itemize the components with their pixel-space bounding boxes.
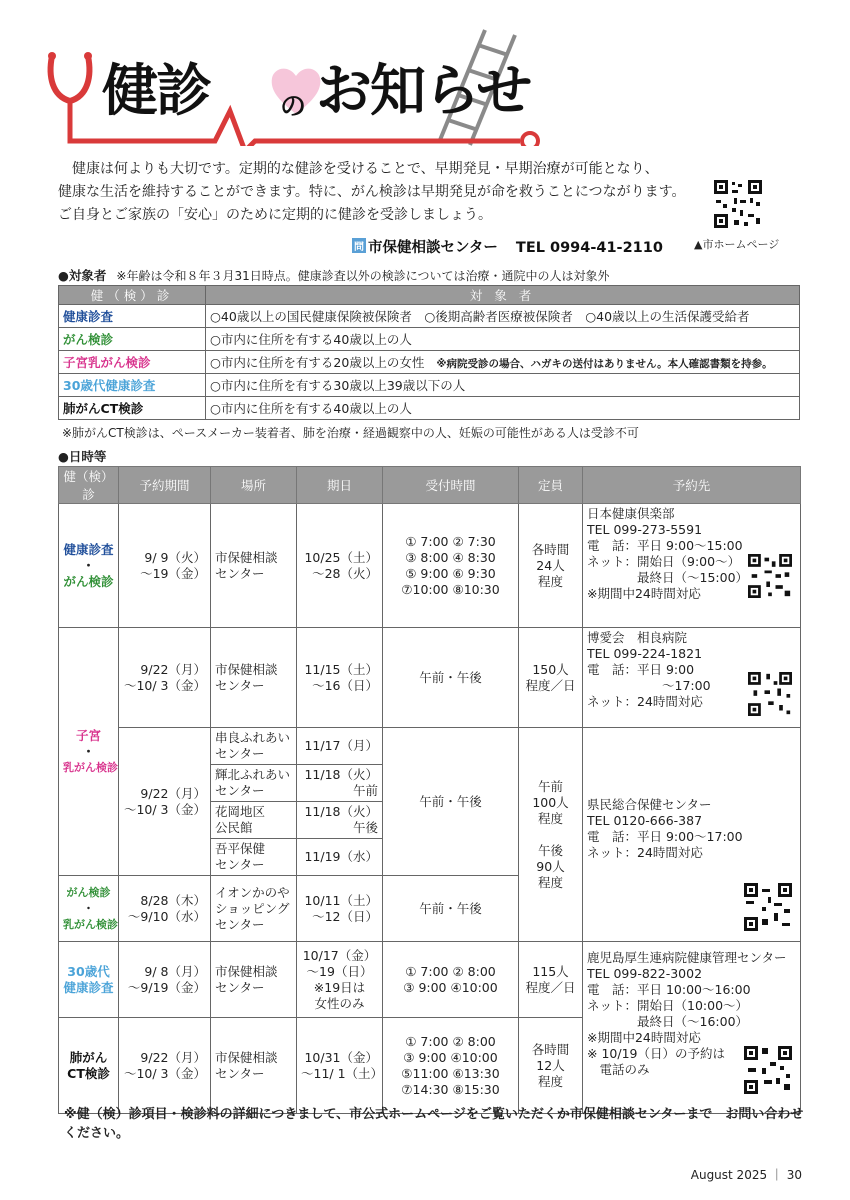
reservation-info: 日本健康倶楽部 TEL 099-273-5591 電 話：平日 9:00～15:00 ネット：開始日（9:00～） 最終日（～15:00） ※期間中24時間対応 <box>587 506 749 601</box>
table-header: 定員 <box>519 467 583 504</box>
exam-name: 肺がん <box>69 1049 108 1065</box>
exam-name: がん検診 <box>63 573 114 589</box>
reception-times: 午前・午後 <box>383 728 519 876</box>
exam-place: イオンかのや ショッピング センター <box>211 876 297 942</box>
reservation-info: 博愛会 相良病院 TEL 099-224-1821 電 話：平日 9:00 ～17:00 ネット：24時間対応 <box>587 630 711 709</box>
title-main-1: 健診 <box>102 59 210 124</box>
target-desc: ○市内に住所を有する30歳以上39歳以下の人 <box>206 374 800 397</box>
table-header: 健（検）診 <box>59 467 119 504</box>
exam-name: がん検診 <box>66 885 111 899</box>
table-header: 予約先 <box>583 467 801 504</box>
table-row <box>59 374 800 397</box>
reservation-cell <box>583 504 801 628</box>
table-header: 健（検）診 <box>59 286 206 305</box>
reception-times: 午前・午後 <box>383 628 519 728</box>
target-category: 肺がんCT検診 <box>59 397 206 420</box>
targets-note: ※年齢は令和８年３月31日時点。健康診査以外の検診については治療・通院中の人は対象外 <box>116 269 610 283</box>
table-row <box>59 628 801 728</box>
exam-place: 花岡地区 公民館 <box>211 802 297 839</box>
reservation-period: 9/22（月） ～10/ 3（金） <box>119 628 211 728</box>
table-header: 受付時間 <box>383 467 519 504</box>
target-category: 健康診査 <box>59 305 206 328</box>
reservation-period: 9/22（月） ～10/ 3（金） <box>119 728 211 876</box>
inquiry-mark: 問 <box>352 238 366 253</box>
reception-times: ① 7:00 ② 7:30 ③ 8:00 ④ 8:30 ⑤ 9:00 ⑥ 9:30 ⑦10:00 ⑧10:30 <box>383 504 519 628</box>
targets-heading <box>58 266 610 284</box>
exam-name: 健康診査 <box>63 541 114 557</box>
table-header: 予約期間 <box>119 467 211 504</box>
exam-name-cell <box>59 628 119 876</box>
exam-name: 30歳代 <box>67 963 110 979</box>
target-desc: ○市内に住所を有する40歳以上の人 <box>206 328 800 351</box>
title-connector: の <box>280 92 307 122</box>
exam-dates: 10/17（金） ～19（日） ※19日は 女性のみ <box>297 942 383 1018</box>
contact-tel: TEL 0994-41-2110 <box>515 240 663 256</box>
reservation-period: 9/22（月） ～10/ 3（金） <box>119 1018 211 1114</box>
target-desc-cell <box>206 351 800 374</box>
reservation-cell <box>583 628 801 728</box>
exam-name-cell <box>59 1018 119 1114</box>
table-header-row <box>59 286 800 305</box>
page-number: August 2025 ｜ 30 <box>690 1168 802 1182</box>
reservation-qr-code[interactable] <box>744 1046 792 1094</box>
exam-place: 市保健相談 センター <box>211 1018 297 1114</box>
target-footnote: ※肺がんCT検診は、ペースメーカー装着者、肺を治療・経過観察中の人、妊娠の可能性がある人は受診不可 <box>62 426 639 440</box>
table-row <box>59 504 801 628</box>
exam-dates: 11/15（土） ～16（日） <box>297 628 383 728</box>
reservation-period: 9/ 9（火） ～19（金） <box>119 504 211 628</box>
table-row <box>59 942 801 1018</box>
exam-place: 市保健相談 センター <box>211 942 297 1018</box>
title-banner <box>40 20 600 150</box>
exam-place: 串良ふれあい センター <box>211 728 297 765</box>
target-desc: ○市内に住所を有する20歳以上の女性 <box>210 355 425 370</box>
contact-name: 市保健相談センター <box>368 240 498 256</box>
target-table <box>58 285 800 420</box>
table-row <box>59 351 800 374</box>
table-row <box>59 397 800 420</box>
exam-place: 市保健相談 センター <box>211 504 297 628</box>
exam-name-cell <box>59 942 119 1018</box>
exam-name: CT検診 <box>67 1065 110 1081</box>
reservation-period: 8/28（木） ～9/10（水） <box>119 876 211 942</box>
exam-place: 吾平保健 センター <box>211 839 297 876</box>
table-header-row <box>59 467 801 504</box>
exam-place: 輝北ふれあい センター <box>211 765 297 802</box>
reservation-qr-code[interactable] <box>744 883 792 931</box>
target-category: 30歳代健康診査 <box>59 374 206 397</box>
reception-times: ① 7:00 ② 8:00 ③ 9:00 ④10:00 <box>383 942 519 1018</box>
exam-name: 健康診査 <box>63 979 114 995</box>
exam-name: 乳がん検診 <box>63 760 118 774</box>
exam-dates: 11/18（火） 午前 <box>297 765 383 802</box>
table-row <box>59 328 800 351</box>
contact-line <box>352 236 663 257</box>
intro-line: 健康は何よりも大切です。定期的な健診を受けることで、早期発見・早期治療が可能となり、 <box>72 161 659 177</box>
reservation-period: 9/ 8（月） ～9/19（金） <box>119 942 211 1018</box>
schedule-table <box>58 466 801 1114</box>
exam-name-separator: ・ <box>82 743 95 759</box>
exam-dates: 10/25（土） ～28（火） <box>297 504 383 628</box>
capacity: 115人 程度／日 <box>519 942 583 1018</box>
exam-dates: 11/19（水） <box>297 839 383 876</box>
exam-dates: 11/17（月） <box>297 728 383 765</box>
target-category: がん検診 <box>59 328 206 351</box>
exam-name-separator: ・ <box>83 901 94 915</box>
capacity: 各時間 24人 程度 <box>519 504 583 628</box>
reservation-cell <box>583 942 801 1114</box>
exam-dates: 11/18（火） 午後 <box>297 802 383 839</box>
footer-note: ※健（検）診項目・検診料の詳細につきまして、市公式ホームページをご覧いただくか市保健相談センターまで お問い合わせください。 <box>64 1107 804 1141</box>
reservation-qr-code[interactable] <box>748 672 792 716</box>
capacity: 150人 程度／日 <box>519 628 583 728</box>
table-header: 対 象 者 <box>206 286 800 305</box>
target-extra-note: ※病院受診の場合、ハガキの送付はありません。本人確認書類を持参。 <box>436 358 773 370</box>
table-row <box>59 305 800 328</box>
homepage-qr-code[interactable] <box>714 180 762 228</box>
exam-name: 子宮 <box>75 727 101 743</box>
target-desc: ○市内に住所を有する40歳以上の人 <box>206 397 800 420</box>
table-row <box>59 728 801 765</box>
schedule-heading: ●日時等 <box>58 449 107 464</box>
reservation-info: 県民総合保健センター TEL 0120-666-387 電 話：平日 9:00～17:00 ネット：24時間対応 <box>587 796 743 860</box>
exam-place: 市保健相談 センター <box>211 628 297 728</box>
intro-text <box>58 158 698 227</box>
capacity: 午前 100人 程度 午後 90人 程度 <box>519 728 583 942</box>
target-category: 子宮乳がん検診 <box>59 351 206 374</box>
target-desc: ○40歳以上の国民健康保険被保険者 ○後期高齢者医療被保険者 ○40歳以上の生活保護受給者 <box>206 305 800 328</box>
capacity: 各時間 12人 程度 <box>519 1018 583 1114</box>
exam-name-cell <box>59 876 119 942</box>
table-header: 期日 <box>297 467 383 504</box>
targets-heading-label: ●対象者 <box>58 268 107 283</box>
reception-times: ① 7:00 ② 8:00 ③ 9:00 ④10:00 ⑤11:00 ⑥13:30 ⑦14:30 ⑧15:30 <box>383 1018 519 1114</box>
exam-name-separator: ・ <box>82 557 95 573</box>
exam-dates: 10/31（金） ～11/ 1（土） <box>297 1018 383 1114</box>
table-header: 場所 <box>211 467 297 504</box>
reservation-qr-code[interactable] <box>748 554 792 598</box>
reservation-info: 鹿児島厚生連病院健康管理センター TEL 099-822-3002 電 話：平日 10:00～16:00 ネット：開始日（10:00～） 最終日（～16:00） ※期間中24時間対応 ※ 10/19（日）の予約は 電話のみ <box>587 950 787 1077</box>
reception-times: 午前・午後 <box>383 876 519 942</box>
exam-dates: 10/11（土） ～12（日） <box>297 876 383 942</box>
reservation-cell <box>583 728 801 942</box>
exam-name-cell <box>59 504 119 628</box>
exam-name: 乳がん検診 <box>63 917 118 931</box>
title-main-2: お知らせ <box>316 59 531 124</box>
qr-caption: ▲市ホームページ <box>694 238 780 251</box>
intro-line: 健康な生活を維持することができます。特に、がん検診は早期発見が命を救うことにつながります。 <box>58 184 686 200</box>
intro-line: ご自身とご家族の「安心」のために定期的に健診を受診しましょう。 <box>58 207 492 223</box>
